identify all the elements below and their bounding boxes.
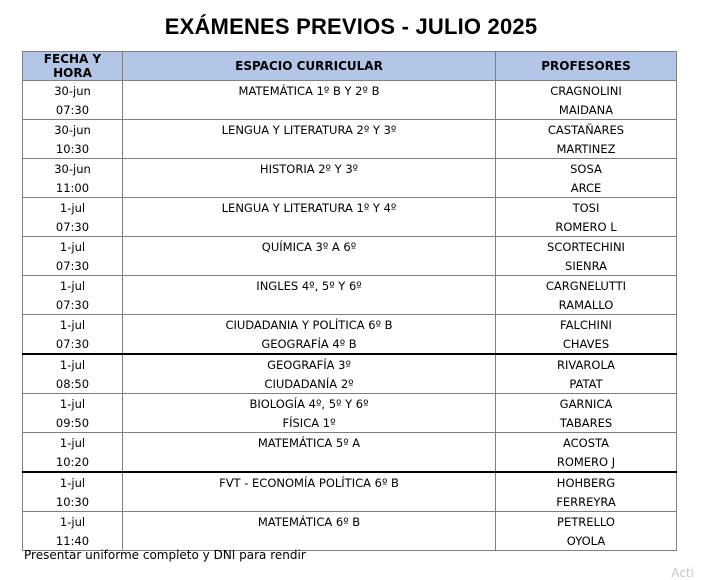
exam-row-continued [23, 452, 677, 472]
exam-row [23, 512, 677, 532]
professor-cell: SIENRA [496, 256, 677, 276]
subject-cell [123, 492, 496, 512]
exam-row-continued [23, 217, 677, 237]
subject-cell: HISTORIA 2º Y 3º [123, 159, 496, 179]
professor-cell: CHAVES [496, 334, 677, 354]
exam-row [23, 354, 677, 374]
subject-cell [123, 100, 496, 120]
date-cell: 1-jul [23, 315, 123, 335]
page-title: EXÁMENES PREVIOS - JULIO 2025 [164, 14, 538, 39]
subject-cell: CIUDADANIA Y POLÍTICA 6º B [123, 315, 496, 335]
professor-cell: FERREYRA [496, 492, 677, 512]
professor-cell: ACOSTA [496, 433, 677, 453]
exam-row-continued [23, 178, 677, 198]
exam-row-continued [23, 413, 677, 433]
professor-cell: ROMERO J [496, 452, 677, 472]
footer-note: Presentar uniforme completo y DNI para rendir [24, 548, 306, 562]
date-cell: 1-jul [23, 394, 123, 414]
exam-row-continued [23, 100, 677, 120]
subject-cell: FVT - ECONOMÍA POLÍTICA 6º B [123, 472, 496, 492]
professor-cell: PATAT [496, 374, 677, 394]
exam-row [23, 198, 677, 218]
time-cell: 07:30 [23, 295, 123, 315]
time-cell: 07:30 [23, 100, 123, 120]
subject-cell: LENGUA Y LITERATURA 1º Y 4º [123, 198, 496, 218]
time-cell: 10:20 [23, 452, 123, 472]
exam-row-continued [23, 139, 677, 159]
exam-row [23, 276, 677, 296]
exam-schedule-table [22, 51, 677, 551]
time-cell: 11:40 [23, 531, 123, 551]
date-cell: 1-jul [23, 198, 123, 218]
date-cell: 30-jun [23, 81, 123, 101]
professor-cell: GARNICA [496, 394, 677, 414]
subject-cell: GEOGRAFÍA 3º [123, 354, 496, 374]
time-cell: 07:30 [23, 217, 123, 237]
subject-cell [123, 217, 496, 237]
professor-cell: FALCHINI [496, 315, 677, 335]
professor-cell: PETRELLO [496, 512, 677, 532]
time-cell: 07:30 [23, 256, 123, 276]
header-espacio: ESPACIO CURRICULAR [123, 52, 496, 81]
watermark-text: Acti [671, 566, 694, 580]
subject-cell [123, 139, 496, 159]
time-cell: 07:30 [23, 334, 123, 354]
exam-row [23, 394, 677, 414]
professor-cell: TOSI [496, 198, 677, 218]
professor-cell: CRAGNOLINI [496, 81, 677, 101]
exam-row-continued [23, 256, 677, 276]
subject-cell [123, 178, 496, 198]
exam-row [23, 315, 677, 335]
subject-cell: FÍSICA 1º [123, 413, 496, 433]
header-profesores: PROFESORES [496, 52, 677, 81]
professor-cell: SOSA [496, 159, 677, 179]
exam-row-continued [23, 492, 677, 512]
subject-cell [123, 256, 496, 276]
exam-row [23, 237, 677, 257]
subject-cell [123, 295, 496, 315]
time-cell: 10:30 [23, 139, 123, 159]
subject-cell: INGLES 4º, 5º Y 6º [123, 276, 496, 296]
subject-cell: MATEMÁTICA 1º B Y 2º B [123, 81, 496, 101]
date-cell: 1-jul [23, 237, 123, 257]
professor-cell: OYOLA [496, 531, 677, 551]
exam-row-continued [23, 334, 677, 354]
professor-cell: ROMERO L [496, 217, 677, 237]
date-cell: 1-jul [23, 354, 123, 374]
exam-row [23, 120, 677, 140]
professor-cell: CASTAÑARES [496, 120, 677, 140]
professor-cell: HOHBERG [496, 472, 677, 492]
exam-row-continued [23, 374, 677, 394]
subject-cell: CIUDADANÍA 2º [123, 374, 496, 394]
subject-cell: QUÍMICA 3º A 6º [123, 237, 496, 257]
date-cell: 30-jun [23, 120, 123, 140]
professor-cell: RAMALLO [496, 295, 677, 315]
exam-row [23, 472, 677, 492]
exam-row [23, 159, 677, 179]
professor-cell: CARGNELUTTI [496, 276, 677, 296]
header-fecha: FECHA Y HORA [23, 52, 123, 81]
subject-cell: LENGUA Y LITERATURA 2º Y 3º [123, 120, 496, 140]
date-cell: 30-jun [23, 159, 123, 179]
time-cell: 11:00 [23, 178, 123, 198]
exam-row [23, 433, 677, 453]
time-cell: 09:50 [23, 413, 123, 433]
exam-row-continued [23, 295, 677, 315]
subject-cell: GEOGRAFÍA 4º B [123, 334, 496, 354]
professor-cell: MAIDANA [496, 100, 677, 120]
subject-cell: MATEMÁTICA 6º B [123, 512, 496, 532]
professor-cell: TABARES [496, 413, 677, 433]
professor-cell: MARTINEZ [496, 139, 677, 159]
subject-cell [123, 452, 496, 472]
professor-cell: SCORTECHINI [496, 237, 677, 257]
date-cell: 1-jul [23, 512, 123, 532]
date-cell: 1-jul [23, 276, 123, 296]
subject-cell: MATEMÁTICA 5º A [123, 433, 496, 453]
exam-row [23, 81, 677, 101]
time-cell: 08:50 [23, 374, 123, 394]
subject-cell: BIOLOGÍA 4º, 5º Y 6º [123, 394, 496, 414]
professor-cell: ARCE [496, 178, 677, 198]
time-cell: 10:30 [23, 492, 123, 512]
professor-cell: RIVAROLA [496, 354, 677, 374]
date-cell: 1-jul [23, 472, 123, 492]
table-header-row [23, 52, 677, 81]
date-cell: 1-jul [23, 433, 123, 453]
